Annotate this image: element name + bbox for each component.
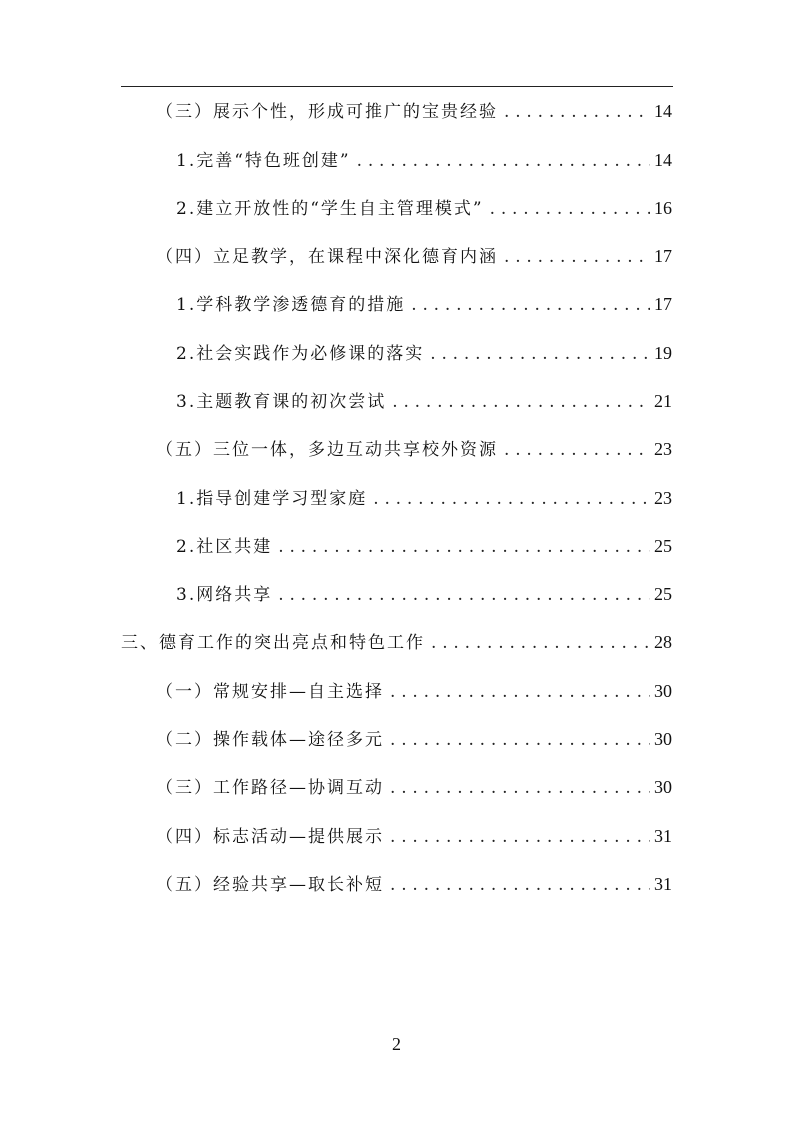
toc-entry-label: 1.学科教学渗透德育的措施 — [176, 295, 406, 315]
toc-entry-label: （五）三位一体，多边互动共享校外资源 — [156, 440, 498, 460]
toc-entry-page: 14 — [654, 101, 672, 121]
toc-entry-label: 3.网络共享 — [176, 585, 273, 605]
toc-dot-leader — [373, 484, 650, 514]
toc-entry-page: 30 — [654, 729, 672, 749]
toc-dot-leader — [504, 97, 650, 127]
toc-entry[interactable] — [156, 772, 672, 802]
toc-entry[interactable] — [176, 579, 672, 609]
toc-entry-label: （四）立足教学，在课程中深化德育内涵 — [156, 247, 498, 267]
toc-entry[interactable] — [176, 289, 672, 319]
toc-entry-page: 17 — [654, 294, 672, 314]
toc-entry-page: 14 — [654, 150, 672, 170]
toc-entry-label: 2.社区共建 — [176, 537, 273, 557]
toc-entry[interactable] — [176, 531, 672, 561]
toc-entry-label: （三）工作路径—协调互动 — [156, 778, 384, 798]
toc-entry[interactable] — [156, 434, 672, 464]
toc-entry-page: 30 — [654, 681, 672, 701]
page-number: 2 — [392, 1034, 401, 1054]
toc-dot-leader — [390, 677, 650, 707]
toc-dot-leader — [411, 290, 650, 320]
toc-dot-leader — [392, 387, 650, 417]
toc-entry-page: 17 — [654, 246, 672, 266]
toc-entry[interactable] — [156, 96, 672, 126]
toc-entry[interactable] — [156, 241, 672, 271]
toc-entry-page: 21 — [654, 391, 672, 411]
toc-entry[interactable] — [121, 627, 672, 657]
toc-dot-leader — [278, 532, 650, 562]
toc-dot-leader — [504, 435, 650, 465]
toc-entry-label: 三、德育工作的突出亮点和特色工作 — [121, 633, 425, 653]
toc-entry[interactable] — [176, 338, 672, 368]
toc-entry-page: 25 — [654, 584, 672, 604]
toc-entry[interactable] — [156, 676, 672, 706]
toc-entry-page: 28 — [654, 632, 672, 652]
toc-entry-label: 1.指导创建学习型家庭 — [176, 489, 368, 509]
toc-dot-leader — [390, 725, 650, 755]
toc-entry-label: 2.社会实践作为必修课的落实 — [176, 344, 425, 364]
toc-entry[interactable] — [176, 483, 672, 513]
toc-dot-leader — [430, 339, 650, 369]
toc-entry[interactable] — [176, 193, 672, 223]
toc-dot-leader — [390, 870, 650, 900]
toc-dot-leader — [390, 822, 650, 852]
toc-entry-label: 1.完善“特色班创建” — [176, 151, 351, 171]
toc-entry-label: 2.建立开放性的“学生自主管理模式” — [176, 199, 484, 219]
toc-dot-leader — [490, 194, 650, 224]
toc-entry[interactable] — [156, 869, 672, 899]
toc-entry-page: 19 — [654, 343, 672, 363]
toc-entry-page: 23 — [654, 439, 672, 459]
toc-dot-leader — [390, 773, 650, 803]
toc-entry-page: 30 — [654, 777, 672, 797]
toc-entry-label: （五）经验共享—取长补短 — [156, 875, 384, 895]
toc-entry-page: 25 — [654, 536, 672, 556]
header-rule — [121, 86, 673, 87]
toc-entry-page: 16 — [654, 198, 672, 218]
toc-entry-label: （一）常规安排—自主选择 — [156, 682, 384, 702]
toc-entry-page: 31 — [654, 874, 672, 894]
toc-entry-label: （三）展示个性，形成可推广的宝贵经验 — [156, 102, 498, 122]
toc-entry[interactable] — [156, 821, 672, 851]
toc-entry[interactable] — [176, 145, 672, 175]
toc-entry-label: （四）标志活动—提供展示 — [156, 827, 384, 847]
toc-entry-label: 3.主题教育课的初次尝试 — [176, 392, 387, 412]
toc-entry-page: 31 — [654, 826, 672, 846]
toc-dot-leader — [357, 146, 650, 176]
toc-dot-leader — [504, 242, 650, 272]
toc-entry-label: （二）操作载体—途径多元 — [156, 730, 384, 750]
toc-entry[interactable] — [156, 724, 672, 754]
toc-entry[interactable] — [176, 386, 672, 416]
toc-entry-page: 23 — [654, 488, 672, 508]
toc-dot-leader — [431, 628, 650, 658]
toc-dot-leader — [278, 580, 650, 610]
